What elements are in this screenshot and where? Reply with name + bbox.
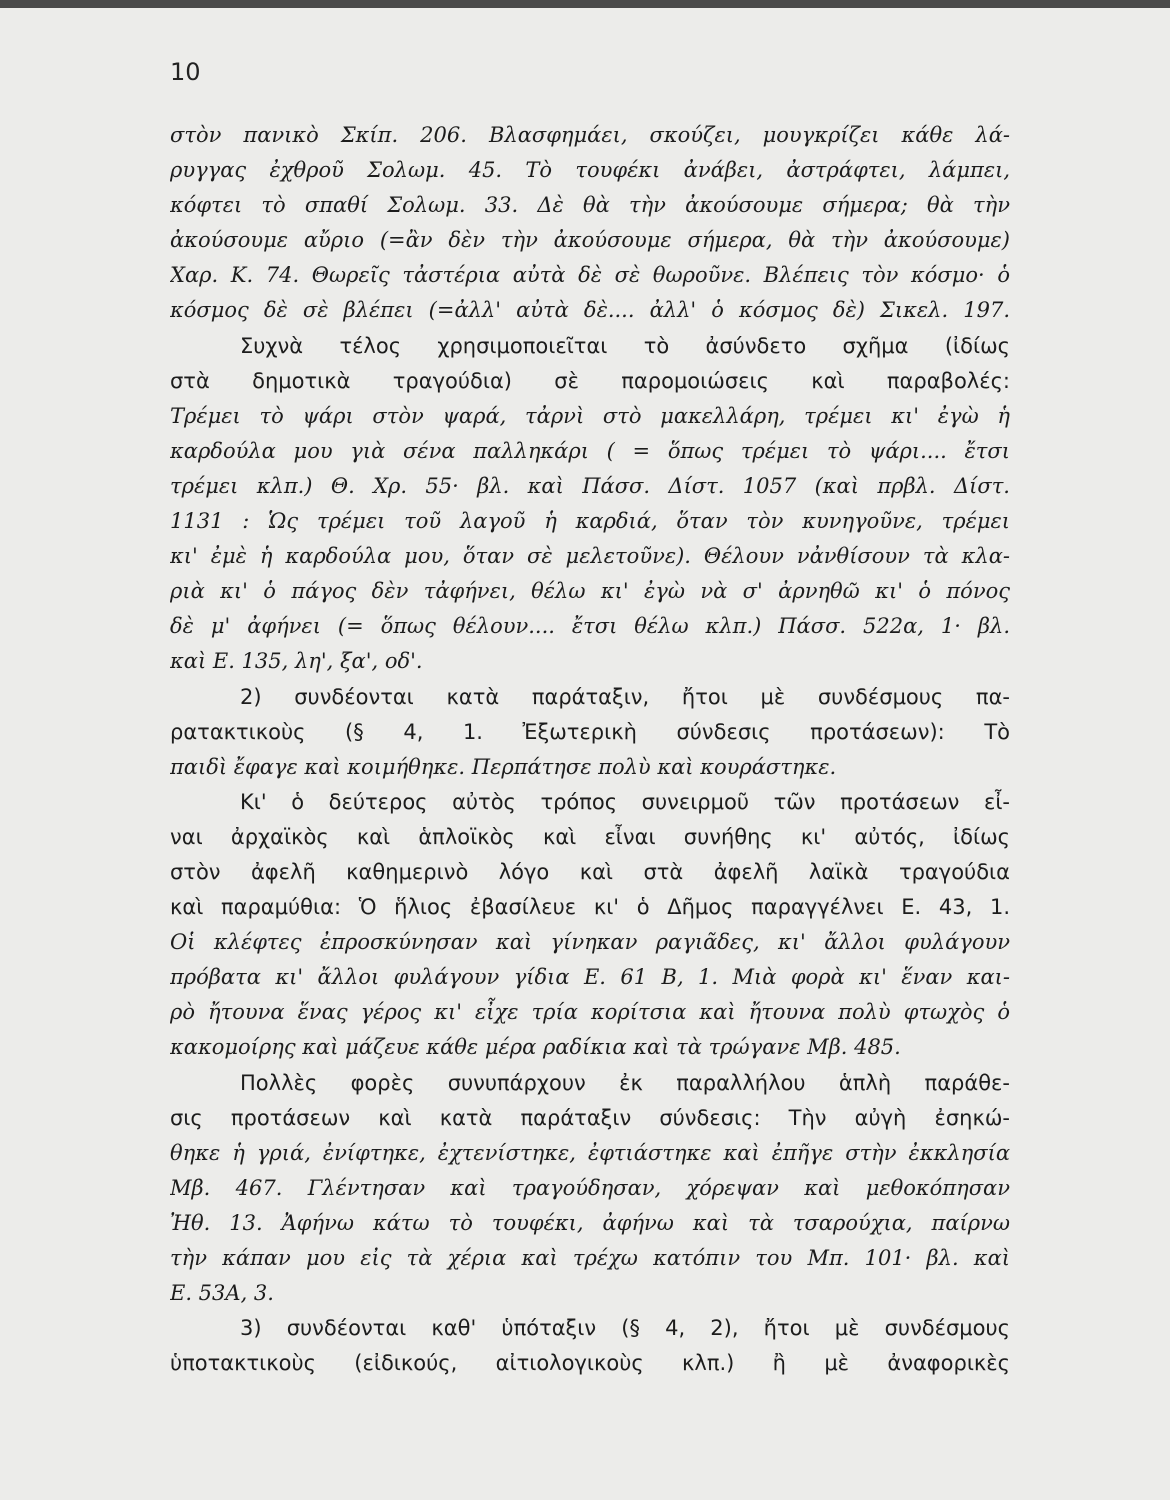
text-line-11: τρέμει κλπ.) Θ. Χρ. 55· βλ. καὶ Πάσσ. Δίστ. 1057 (καὶ πρβλ. Δίστ. <box>170 473 1010 498</box>
text-line-17: 2) συνδέονται κατὰ παράταξιν, ἤτοι μὲ συνδέσμους πα- <box>240 684 1010 709</box>
text-line-3: κόφτει τὸ σπαθί Σολωμ. 33. Δὲ θὰ τὴν ἀκούσουμε σήμερα; θὰ τὴν <box>170 193 1010 218</box>
text-line-12: 1131 : Ὡς τρέμει τοῦ λαγοῦ ἡ καρδιά, ὅταν τὸν κυνηγοῦνε, τρέμει <box>170 509 1010 534</box>
text-line-8: στὰ δημοτικὰ τραγούδια) σὲ παρομοιώσεις καὶ παραβολές: <box>170 368 1010 393</box>
text-line-2: ρυγγας ἐχθροῦ Σολωμ. 45. Τὸ τουφέκι ἀνάβει, ἀστράφτει, λάμπει, <box>170 158 1010 183</box>
text-line-25: πρόβατα κι' ἄλλοι φυλάγουν γίδια Ε. 61 Β, 1. Μιὰ φορὰ κι' ἕναν και- <box>170 965 1010 990</box>
text-line-27: κακομοίρης καὶ μάζευε κάθε μέρα ραδίκια καὶ τὰ τρώγανε Μβ. 485. <box>170 1035 901 1060</box>
text-line-26: ρὸ ἤτουνα ἕνας γέρος κι' εἶχε τρία κορίτσια καὶ ἤτουνα πολὺ φτωχὸς ὁ <box>170 1000 1010 1025</box>
text-line-20: Κι' ὁ δεύτερος αὐτὸς τρόπος συνειρμοῦ τῶν προτάσεων εἶ- <box>240 789 1010 814</box>
text-line-28: Πολλὲς φορὲς συνυπάρχουν ἐκ παραλλήλου ἁπλὴ παράθε- <box>240 1070 1010 1095</box>
text-line-21: ναι ἀρχαϊκὸς καὶ ἁπλοϊκὸς καὶ εἶναι συνήθης κι' αὐτός, ἰδίως <box>170 824 1010 849</box>
text-line-1: στὸν πανικὸ Σκίπ. 206. Βλασφημάει, σκούζει, μουγκρίζει κάθε λά- <box>170 123 1010 147</box>
text-line-19: παιδὶ ἔφαγε καὶ κοιμήθηκε. Περπάτησε πολὺ καὶ κουράστηκε. <box>170 754 837 779</box>
text-line-23: καὶ παραμύθια: Ὁ ἥλιος ἐβασίλευε κι' ὁ Δῆμος παραγγέλνει Ε. 43, 1. <box>170 895 1010 920</box>
text-line-29: σις προτάσεων καὶ κατὰ παράταξιν σύνδεσις: Τὴν αὐγὴ ἐσηκώ- <box>170 1105 1010 1130</box>
text-line-35: 3) συνδέονται καθ' ὑπόταξιν (§ 4, 2), ἤτοι μὲ συνδέσμους <box>240 1316 1010 1341</box>
page-number: 10 <box>170 58 201 86</box>
text-line-34: Ε. 53Α, 3. <box>170 1281 274 1306</box>
text-line-15: δὲ μ' ἀφήνει (= ὅπως θέλουν.... ἔτσι θέλω κλπ.) Πάσσ. 522α, 1· βλ. <box>170 614 1010 639</box>
text-line-4: ἀκούσουμε αὔριο (=ἂν δὲν τὴν ἀκούσουμε σήμερα, θὰ τὴν ἀκούσουμε) <box>170 228 1010 253</box>
text-line-18: ρατακτικοὺς (§ 4, 1. Ἐξωτερικὴ σύνδεσις προτάσεων): Τὸ <box>170 719 1010 744</box>
text-line-24: Οἱ κλέφτες ἐπροσκύνησαν καὶ γίνηκαν ραγιᾶδες, κι' ἄλλοι φυλάγουν <box>170 930 1010 955</box>
text-line-31: Μβ. 467. Γλέντησαν καὶ τραγούδησαν, χόρεψαν καὶ μεθοκόπησαν <box>170 1175 1010 1200</box>
text-line-30: θηκε ἡ γριά, ἐνίφτηκε, ἐχτενίστηκε, ἐφτιάστηκε καὶ ἐπῆγε στὴν ἐκκλησία <box>170 1140 1010 1165</box>
text-line-32: Ἠθ. 13. Ἀφήνω κάτω τὸ τουφέκι, ἀφήνω καὶ τὰ τσαρούχια, παίρνω <box>170 1210 1010 1235</box>
text-line-13: κι' ἐμὲ ἡ καρδούλα μου, ὅταν σὲ μελετοῦνε). Θέλουν νἀνθίσουν τὰ κλα- <box>170 544 1010 569</box>
page-body-text <box>170 118 1010 1381</box>
text-line-33: τὴν κάπαν μου εἰς τὰ χέρια καὶ τρέχω κατόπιν του Μπ. 101· βλ. καὶ <box>170 1246 1010 1270</box>
text-line-6: κόσμος δὲ σὲ βλέπει (=ἀλλ' αὐτὰ δὲ.... ἀλλ' ὁ κόσμος δὲ) Σικελ. 197. <box>170 298 1010 323</box>
text-line-7: Συχνὰ τέλος χρησιμοποιεῖται τὸ ἀσύνδετο σχῆμα (ἰδίως <box>240 333 1010 358</box>
text-line-16: καὶ Ε. 135, λη', ξα', οδ'. <box>170 649 423 674</box>
text-line-9: Τρέμει τὸ ψάρι στὸν ψαρά, τἀρνὶ στὸ μακελλάρη, τρέμει κι' ἐγὼ ἡ <box>170 403 1010 428</box>
text-line-14: ριὰ κι' ὁ πάγος δὲν τἀφήνει, θέλω κι' ἐγὼ νὰ σ' ἀρνηθῶ κι' ὁ πόνος <box>170 579 1010 604</box>
text-line-5: Χαρ. Κ. 74. Θωρεῖς τἀστέρια αὐτὰ δὲ σὲ θωροῦνε. Βλέπεις τὸν κόσμο· ὁ <box>170 263 1010 288</box>
text-line-22: στὸν ἀφελῆ καθημερινὸ λόγο καὶ στὰ ἀφελῆ λαϊκὰ τραγούδια <box>170 859 1010 884</box>
text-line-10: καρδούλα μου γιὰ σένα παλληκάρι ( = ὅπως τρέμει τὸ ψάρι.... ἔτσι <box>170 438 1010 463</box>
text-line-36: ὑποτακτικοὺς (εἰδικούς, αἰτιολογικοὺς κλπ.) ἢ μὲ ἀναφορικὲς <box>170 1351 1010 1376</box>
scan-top-border <box>0 0 1170 8</box>
